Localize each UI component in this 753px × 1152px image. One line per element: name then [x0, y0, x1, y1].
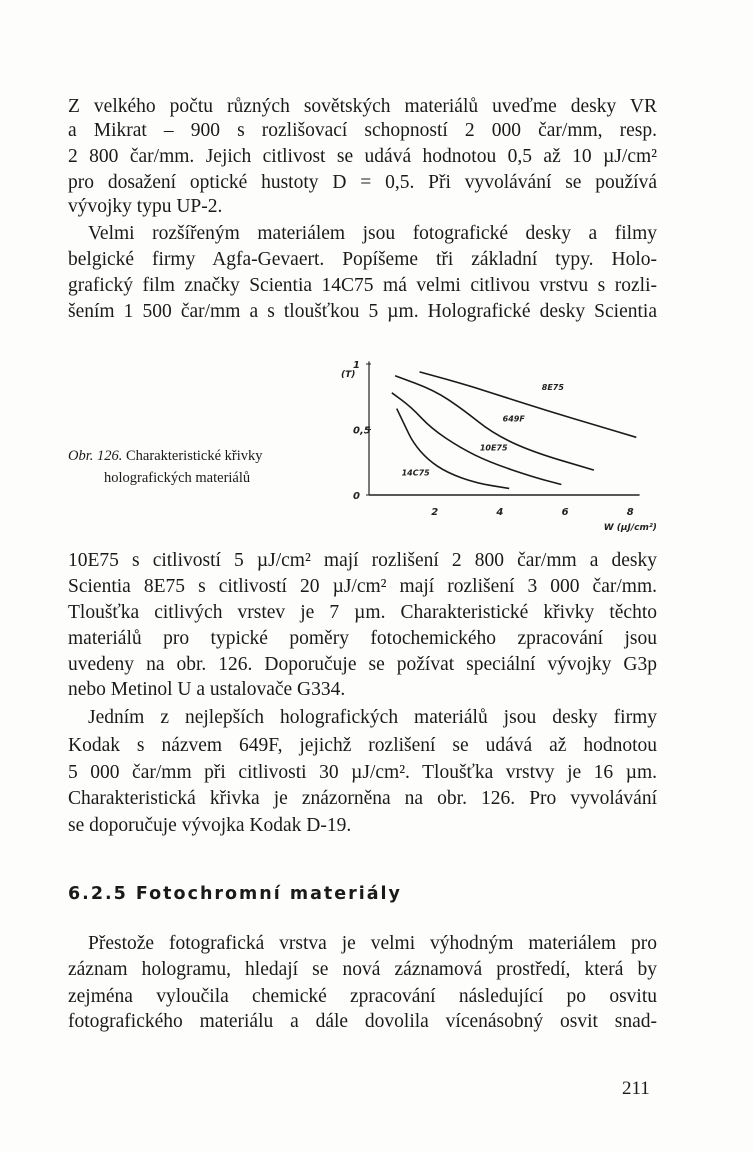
text-line: Z velkého počtu různých sovětských materiálů uveďme desky VR — [68, 96, 657, 117]
text-line: nebo Metinol U a ustalovače G334. — [68, 679, 346, 700]
x-tick-label: 8 — [626, 507, 634, 518]
text-line: materiálů pro typické poměry fotochemického zpracování jsou — [68, 628, 657, 649]
text-line: a Mikrat – 900 s rozlišovací schopností 2 000 čar/mm, resp. — [68, 120, 657, 141]
y-tick-label: 1 — [353, 360, 360, 371]
curve-label-8e75: 8E75 — [541, 383, 564, 393]
text-line: uvedeny na obr. 126. Doporučuje se požívat speciální vývojky G3p — [68, 654, 657, 675]
curve-label-10e75: 10E75 — [479, 443, 508, 453]
text-line: fotografického materiálu a dále dovolila vícenásobný osvit snad- — [68, 1011, 657, 1032]
curve-label-14c75: 14C75 — [401, 468, 430, 478]
figure-caption-line-2: holografických materiálů — [104, 470, 251, 486]
text-line: grafický film značky Scientia 14C75 má velmi citlivou vrstvu s rozli- — [68, 275, 657, 296]
caption-line-1: Charakteristické křivky — [126, 448, 263, 464]
text-line: záznam hologramu, hledají se nová záznamová prostředí, která by — [68, 959, 657, 980]
text-line: šením 1 500 čar/mm a s tloušťkou 5 µm. Holografické desky Scientia — [68, 301, 657, 322]
text-line: vývojky typu UP-2. — [68, 196, 223, 217]
y-tick-label: 0,5 — [353, 425, 371, 437]
text-line: pro dosažení optické hustoty D = 0,5. Při vyvolávání se používá — [68, 172, 657, 193]
text-line: 5 000 čar/mm při citlivosti 30 µJ/cm². Tloušťka vrstvy je 16 µm. — [68, 762, 657, 783]
y-axis-label: (T) — [341, 370, 356, 381]
figure-caption — [68, 446, 263, 466]
page-number: 211 — [622, 1078, 650, 1099]
text-line: Velmi rozšířeným materiálem jsou fotografické desky a filmy — [88, 223, 657, 244]
y-tick-label: 0 — [353, 491, 360, 502]
characteristic-curves-chart — [330, 350, 657, 540]
text-line: belgické firmy Agfa-Gevaert. Popíšeme tři základní typy. Holo- — [68, 249, 657, 270]
curve-label-649f: 649F — [502, 414, 525, 424]
caption-label: Obr. 126. — [68, 448, 123, 464]
x-tick-label: 2 — [431, 507, 439, 518]
text-line: 2 800 čar/mm. Jejich citlivost se udává hodnotou 0,5 až 10 µJ/cm² — [68, 146, 657, 167]
text-line: Charakteristická křivka je znázorněna na obr. 126. Pro vyvolávání — [68, 788, 657, 809]
text-line: Scientia 8E75 s citlivostí 20 µJ/cm² mají rozlišení 3 000 čar/mm. — [68, 576, 657, 597]
section-heading: 6.2.5 Fotochromní materiály — [68, 884, 402, 904]
text-line: Jedním z nejlepších holografických materiálů jsou desky firmy — [88, 707, 657, 728]
x-tick-label: 6 — [561, 507, 569, 518]
text-line: Kodak s názvem 649F, jejichž rozlišení se udává až hodnotou — [68, 735, 657, 756]
text-line: se doporučuje vývojka Kodak D-19. — [68, 815, 352, 836]
x-tick-label: 4 — [496, 507, 504, 518]
text-line: Tloušťka citlivých vrstev je 7 µm. Charakteristické křivky těchto — [68, 602, 657, 623]
text-line: zejména vyloučila chemické zpracování následující po osvitu — [68, 986, 657, 1007]
text-line: Přestože fotografická vrstva je velmi výhodným materiálem pro — [88, 933, 657, 954]
curve-8e75 — [420, 372, 637, 438]
text-line: 10E75 s citlivostí 5 µJ/cm² mají rozlišení 2 800 čar/mm a desky — [68, 550, 657, 571]
x-axis-label: W (µJ/cm²) — [603, 523, 657, 533]
